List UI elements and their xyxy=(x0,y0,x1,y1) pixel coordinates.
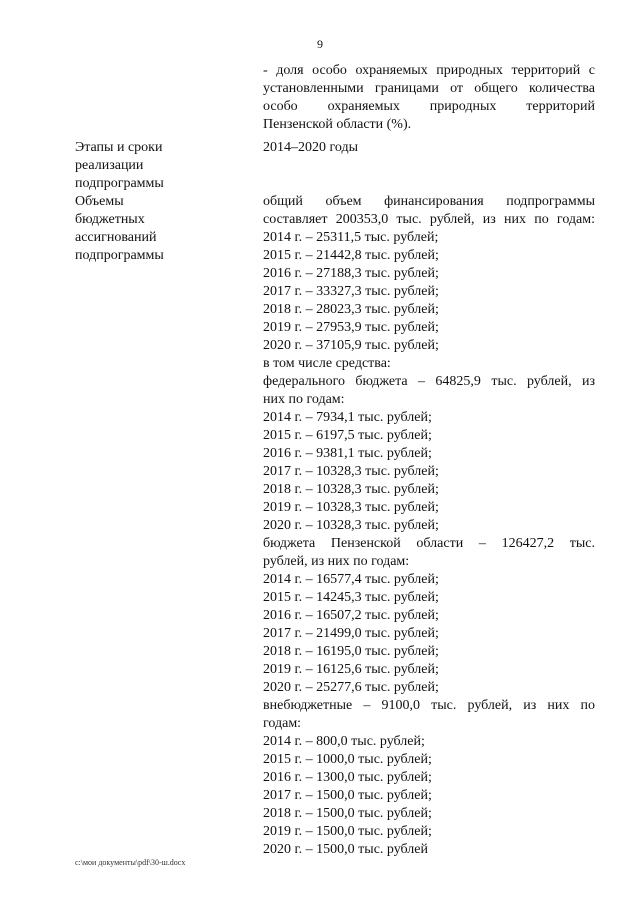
stages-value: 2014–2020 годы xyxy=(263,140,359,155)
funding-line: 2015 г. – 6197,5 тыс. рублей; xyxy=(263,428,432,443)
funding-line: в том числе средства: xyxy=(263,356,391,371)
funding-line: 2016 г. – 16507,2 тыс. рублей; xyxy=(263,608,439,623)
funding-line: 2019 г. – 10328,3 тыс. рублей; xyxy=(263,500,439,515)
funding-line: 2014 г. – 800,0 тыс. рублей; xyxy=(263,734,425,749)
funding-line: общий объем финансирования подпрограммы xyxy=(263,194,595,209)
stages-label-line: Этапы и сроки xyxy=(75,140,163,155)
funding-line: составляет 200353,0 тыс. рублей, из них по годам: xyxy=(263,212,595,227)
funding-line: 2018 г. – 10328,3 тыс. рублей; xyxy=(263,482,439,497)
funding-line: годам: xyxy=(263,716,302,731)
intro-line: - доля особо охраняемых природных территорий с xyxy=(263,63,595,78)
funding-line: 2017 г. – 10328,3 тыс. рублей; xyxy=(263,464,439,479)
funding-line: 2014 г. – 25311,5 тыс. рублей; xyxy=(263,230,439,245)
funding-line: 2014 г. – 16577,4 тыс. рублей; xyxy=(263,572,439,587)
funding-line: 2016 г. – 1300,0 тыс. рублей; xyxy=(263,770,432,785)
funding-line: 2017 г. – 1500,0 тыс. рублей; xyxy=(263,788,432,803)
funding-line: 2019 г. – 16125,6 тыс. рублей; xyxy=(263,662,439,677)
intro-line: Пензенской области (%). xyxy=(263,117,412,132)
funding-line: рублей, из них по годам: xyxy=(263,554,410,569)
funding-label-line: подпрограммы xyxy=(75,248,164,263)
intro-line: установленными границами от общего количества xyxy=(263,81,595,96)
funding-line: 2018 г. – 1500,0 тыс. рублей; xyxy=(263,806,432,821)
funding-line: 2014 г. – 7934,1 тыс. рублей; xyxy=(263,410,432,425)
funding-label-line: бюджетных xyxy=(75,212,145,227)
funding-line: 2018 г. – 16195,0 тыс. рублей; xyxy=(263,644,439,659)
funding-line: 2020 г. – 10328,3 тыс. рублей; xyxy=(263,518,439,533)
intro-line: особо охраняемых природных территорий xyxy=(263,99,595,114)
page-number: 9 xyxy=(317,37,323,51)
funding-line: 2015 г. – 21442,8 тыс. рублей; xyxy=(263,248,439,263)
stages-label-line: реализации xyxy=(75,158,144,173)
funding-line: 2019 г. – 27953,9 тыс. рублей; xyxy=(263,320,439,335)
funding-line: 2016 г. – 27188,3 тыс. рублей; xyxy=(263,266,439,281)
funding-label-line: ассигнований xyxy=(75,230,157,245)
funding-line: 2020 г. – 1500,0 тыс. рублей xyxy=(263,842,428,857)
file-path-footer: c:\мои документы\pdf\30-ш.docx xyxy=(75,858,186,867)
funding-line: 2015 г. – 14245,3 тыс. рублей; xyxy=(263,590,439,605)
funding-line: них по годам: xyxy=(263,392,345,407)
funding-line: 2019 г. – 1500,0 тыс. рублей; xyxy=(263,824,432,839)
funding-line: внебюджетные – 9100,0 тыс. рублей, из них по xyxy=(263,698,595,713)
funding-line: бюджета Пензенской области – 126427,2 тыс. xyxy=(263,536,595,551)
funding-label-line: Объемы xyxy=(75,194,124,209)
funding-line: 2020 г. – 25277,6 тыс. рублей; xyxy=(263,680,439,695)
funding-line: 2017 г. – 33327,3 тыс. рублей; xyxy=(263,284,439,299)
funding-line: 2020 г. – 37105,9 тыс. рублей; xyxy=(263,338,439,353)
funding-line: 2015 г. – 1000,0 тыс. рублей; xyxy=(263,752,432,767)
funding-line: 2018 г. – 28023,3 тыс. рублей; xyxy=(263,302,439,317)
funding-line: федерального бюджета – 64825,9 тыс. рублей, из xyxy=(263,374,595,389)
funding-line: 2016 г. – 9381,1 тыс. рублей; xyxy=(263,446,432,461)
stages-label-line: подпрограммы xyxy=(75,176,164,191)
funding-line: 2017 г. – 21499,0 тыс. рублей; xyxy=(263,626,439,641)
